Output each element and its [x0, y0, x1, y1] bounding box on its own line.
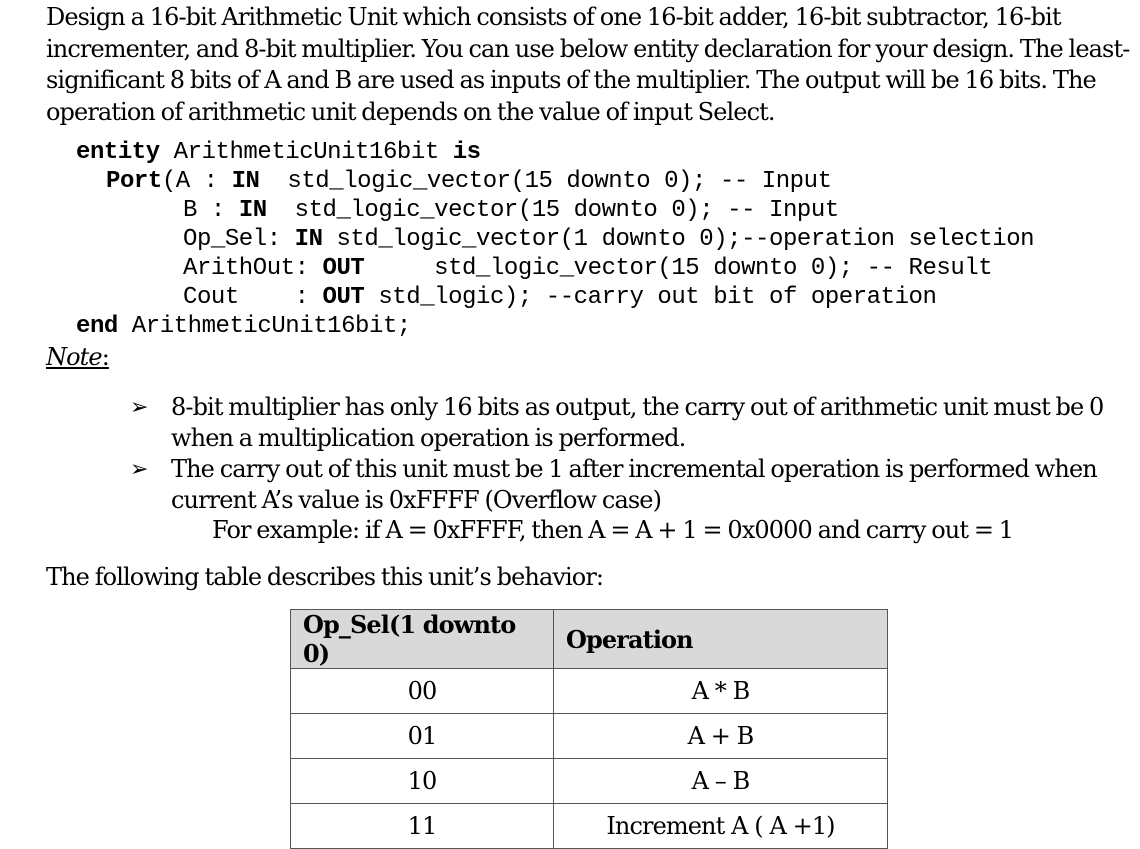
op-sel-cell: 10 [291, 759, 554, 804]
arrow-bullet-icon: ➢ [130, 457, 148, 482]
arrow-bullet-icon: ➢ [130, 395, 148, 420]
operation-table [290, 609, 888, 849]
note-bullet-item: ➢ The carry out of this unit must be 1 after incremental operation is performed when current A’s value is 0xFFFF (Overflow case) [130, 455, 1097, 514]
op-sel-cell: 01 [291, 714, 554, 759]
code-line-port-b: B : IN std_logic_vector(15 downto 0); -- Input [183, 197, 839, 224]
code-line-cout: Cout : OUT std_logic); --carry out bit of operation [183, 284, 937, 311]
code-line-port-a: Port(A : IN std_logic_vector(15 downto 0); -- Input [106, 168, 832, 195]
code-line-entity: entity ArithmeticUnit16bit is [76, 139, 481, 166]
op-sel-cell: 00 [291, 669, 554, 714]
code-line-arithout: ArithOut: OUT std_logic_vector(15 downto 0); -- Result [183, 255, 993, 282]
table-header-row [291, 610, 888, 669]
header-op-sel: Op_Sel(1 downto 0) [291, 610, 554, 669]
table-row [291, 804, 888, 849]
overflow-example: For example: if A = 0xFFFF, then A = A + 1 = 0x0000 and carry out = 1 [212, 516, 1014, 544]
table-intro: The following table describes this unit’s behavior: [46, 563, 604, 591]
table-row [291, 714, 888, 759]
code-line-op-sel: Op_Sel: IN std_logic_vector(1 downto 0);--operation selection [183, 226, 1035, 253]
op-sel-cell: 11 [291, 804, 554, 849]
operation-cell: A * B [554, 669, 888, 714]
operation-cell: A + B [554, 714, 888, 759]
operation-cell: A – B [554, 759, 888, 804]
operation-cell: Increment A ( A +1) [554, 804, 888, 849]
note-label: Note: [46, 343, 109, 371]
note-bullet-item: ➢ 8-bit multiplier has only 16 bits as output, the carry out of arithmetic unit must be 0 when a multiplication operation is performed. [130, 393, 1104, 452]
table-row [291, 759, 888, 804]
code-line-end: end ArithmeticUnit16bit; [76, 313, 411, 340]
intro-paragraph: Design a 16-bit Arithmetic Unit which consists of one 16-bit adder, 16-bit subtractor, 16-bit incrementer, and 8-bit multiplier. You can use below entity declaration for your design. The least-significant 8 bits of A and B are used as inputs of the multiplier. The output will be 16 bits. The operation of arithmetic unit depends on the value of input Select. [46, 3, 1130, 126]
table-row [291, 669, 888, 714]
header-operation: Operation [554, 610, 888, 669]
note-bullet-list [130, 392, 1130, 516]
